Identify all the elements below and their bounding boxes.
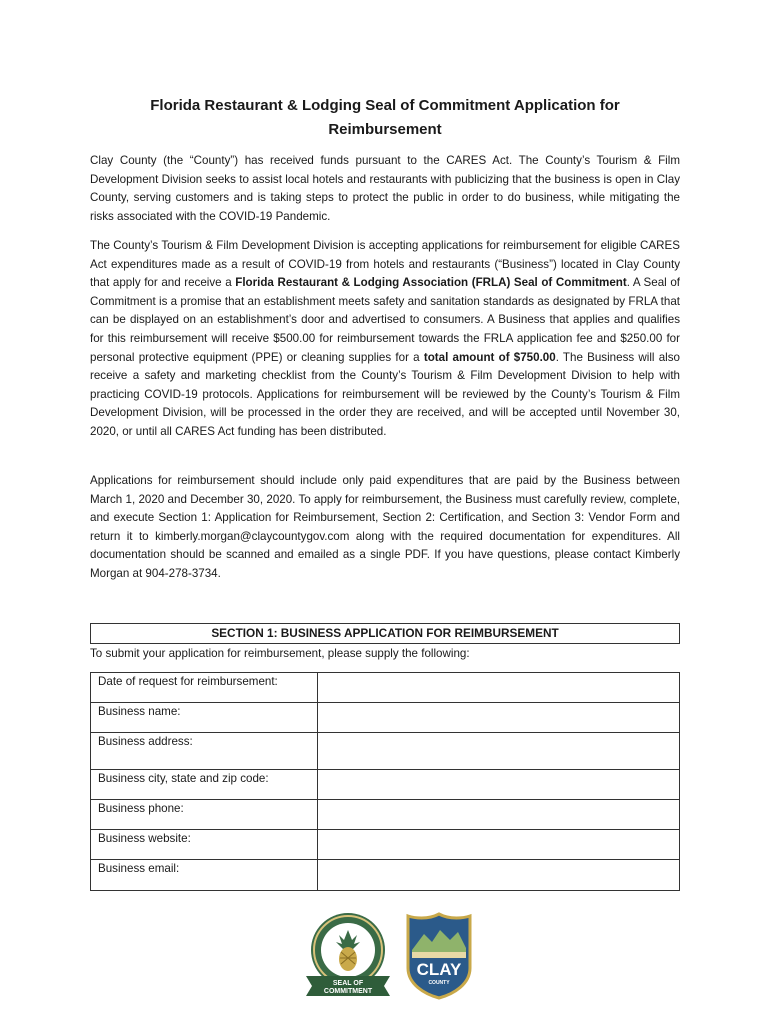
document-title-line2: Reimbursement bbox=[328, 121, 442, 138]
field-label: Business phone: bbox=[91, 800, 318, 830]
section1-heading: SECTION 1: BUSINESS APPLICATION FOR REIMBURSEMENT bbox=[90, 623, 680, 644]
business-address-field[interactable] bbox=[318, 733, 680, 770]
business-phone-field[interactable] bbox=[318, 800, 680, 830]
logos-footer bbox=[300, 910, 480, 1002]
intro-paragraph: Clay County (the “County”) has received funds pursuant to the CARES Act. The County’s Tourism & Film Development Division seeks to assist local hotels and restaurants with publicizing that the business is open in Clay County, serving customers and is taking steps to protect the public in order to do business, while mitigating the risks associated with the COVID-19 Pandemic. bbox=[90, 154, 680, 223]
field-label: Business website: bbox=[91, 830, 318, 860]
clay-subtext: COUNTY bbox=[428, 980, 450, 986]
form-row-date bbox=[91, 673, 680, 703]
document-title-line1: Florida Restaurant & Lodging Seal of Commitment Application for bbox=[150, 97, 620, 114]
program-text-e: . The Business will also receive a safety and marketing checklist from the County’s Tourism & Film Development Division to help with practicing COVID-19 protocols. Applications for reimbursement will be reviewed by the County’s Tourism & Film Development Division, will be processed in the order they are received, and will be accepted until November 30, 2020, or until all CARES Act funding has been distributed. bbox=[90, 350, 680, 438]
seal-text-line2: COMMITMENT bbox=[323, 988, 373, 995]
form-row-city bbox=[91, 770, 680, 800]
form-row-phone bbox=[91, 800, 680, 830]
clay-county-shield-logo bbox=[406, 912, 472, 1000]
business-email-field[interactable] bbox=[318, 860, 680, 891]
field-label: Business city, state and zip code: bbox=[91, 770, 318, 800]
field-label: Date of request for reimbursement: bbox=[91, 673, 318, 703]
document-title bbox=[90, 94, 680, 142]
program-paragraph bbox=[90, 237, 680, 442]
business-city-state-zip-field[interactable] bbox=[318, 770, 680, 800]
pineapple-seal-logo bbox=[300, 910, 396, 1002]
form-row-email bbox=[91, 860, 680, 891]
program-text-c: . A Seal of Commitment is a promise that an establishment meets safety and sanitation standards as designated by FRLA that can be displayed on an establishment’s door and advertised to consumers. A Business that applies and qualifies for this reimbursement will receive $500.00 for reimbursement towards the FRLA application fee and $250.00 for personal protective equipment (PPE) or cleaning supplies for a bbox=[90, 276, 681, 364]
field-label: Business email: bbox=[91, 860, 318, 891]
field-label: Business address: bbox=[91, 733, 318, 770]
program-text-a: The County’s Tourism & Film Development Division is accepting applications for reimbursement for eligible CARES Act expenditures made as a result of COVID-19 from hotels and restaurants (“Business”) located in Clay County that apply for and receive a bbox=[90, 239, 680, 290]
business-name-field[interactable] bbox=[318, 703, 680, 733]
business-website-field[interactable] bbox=[318, 830, 680, 860]
date-of-request-field[interactable] bbox=[318, 673, 680, 703]
section1-subtext: To submit your application for reimbursement, please supply the following: bbox=[90, 647, 470, 660]
clay-text: CLAY bbox=[416, 960, 462, 979]
instructions-paragraph: Applications for reimbursement should include only paid expenditures that are paid by the Business between March 1, 2020 and December 30, 2020. To apply for reimbursement, the Business must carefully review, complete, and execute Section 1: Application for Reimbursement, Section 2: Certification, and Section 3: Vendor Form and return it to kimberly.morgan@claycountygov.com along with the required documentation for expenditures. All documentation should be scanned and emailed as a single PDF. If you have questions, please contact Kimberly Morgan at 904-278-3734. bbox=[90, 474, 680, 580]
seal-text-line1: SEAL OF bbox=[332, 980, 364, 987]
program-total-amount: total amount of $750.00 bbox=[423, 350, 556, 364]
form-row-address bbox=[91, 733, 680, 770]
field-label: Business name: bbox=[91, 703, 318, 733]
program-seal-name: Florida Restaurant & Lodging Association (FRLA) Seal of Commitment bbox=[235, 276, 627, 290]
form-row-name bbox=[91, 703, 680, 733]
form-row-website bbox=[91, 830, 680, 860]
application-form-table bbox=[90, 672, 680, 891]
